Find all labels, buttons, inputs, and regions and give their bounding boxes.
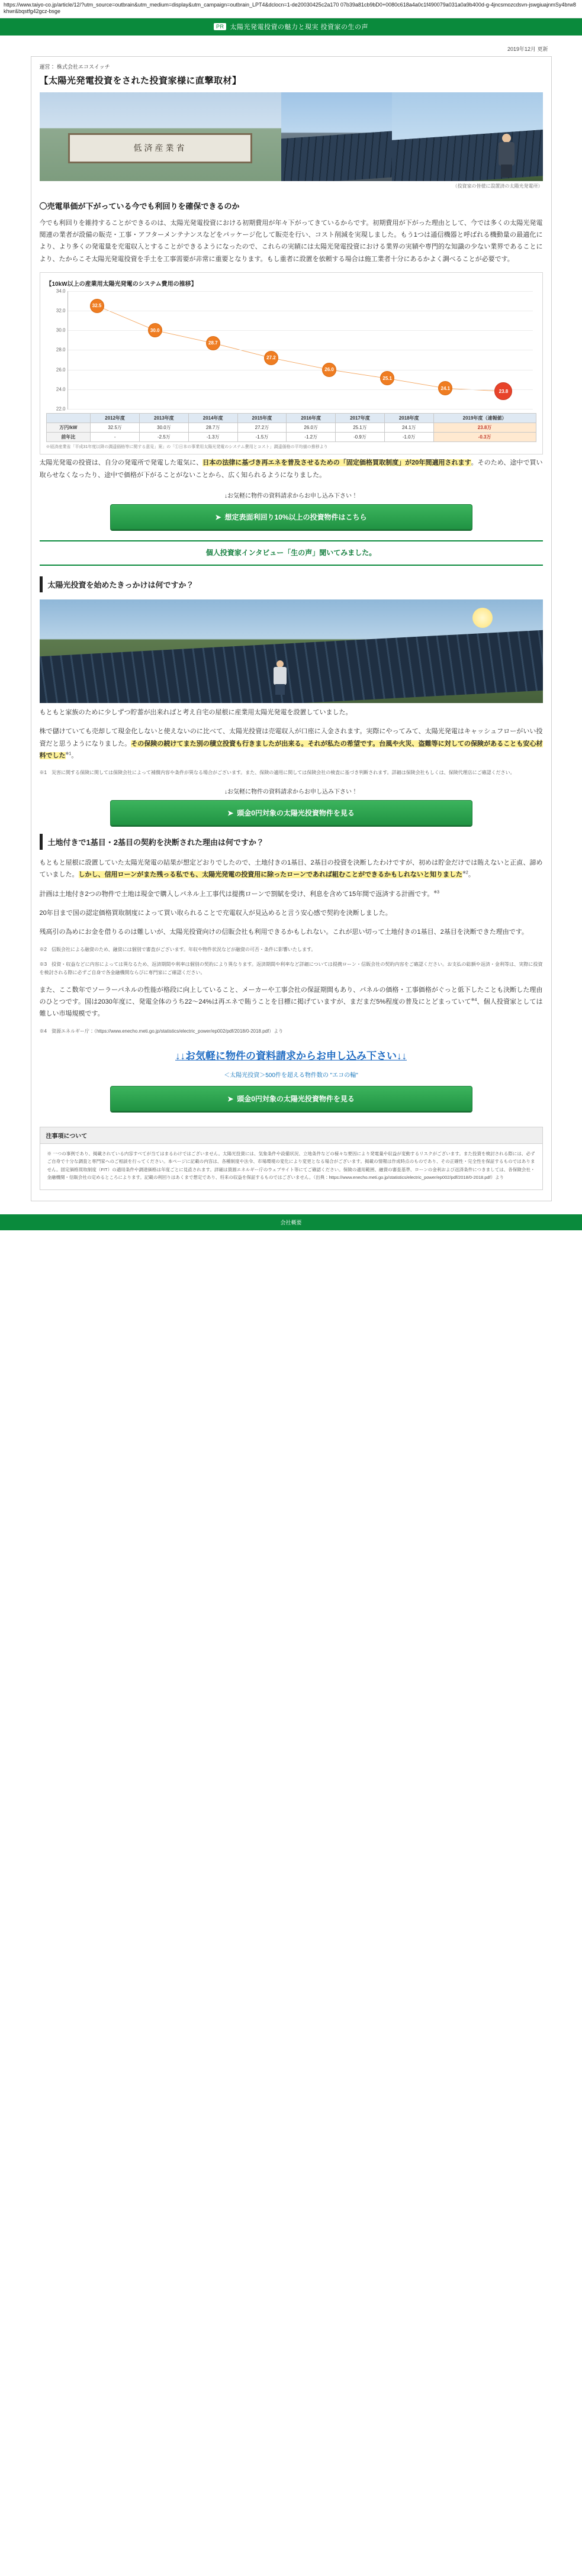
table-cell: 26.0万	[287, 423, 336, 432]
footnote-1: ※1 災害に関する保険に関しては保険会社によって補償内容や条件が異なる場合がございます。また、保険の適用に関しては保険会社の検査に基づき判断されます。詳細は保険会社もしくは、保険代理店にご確認ください。	[39, 770, 515, 776]
chart-point-label: 27.2	[264, 351, 278, 365]
table-cell: -1.5万	[237, 432, 287, 441]
cta-lead-2: ↓お気軽に物件の資料請求からお申し込み下さい！	[224, 789, 358, 796]
solar-panel-array-graphic	[281, 131, 392, 181]
chart-source-note: ※経済産業省「平成31年度以降の調達価格等に関する意見」案」の「①日本の事業用太陽光発電のシステム費用とコスト」調達価格の平均値の推移より	[46, 444, 328, 449]
a2-footnote-marker-3: ※3	[433, 890, 440, 895]
section-1-paragraph-2	[40, 457, 543, 481]
hero-caption: （投資家の皆様に設置済の太陽光発電所）	[452, 183, 543, 189]
sun-icon	[472, 608, 493, 628]
updated-date: 2019年12月 更新	[507, 46, 548, 52]
table-row	[46, 423, 536, 432]
hero-photo-panels	[281, 92, 392, 181]
a2-pre: もともと屋根に設置していた太陽光発電の結果が想定どおりでしたので、土地付きの1基目、2基目の投資を決断したわけですが、初めは貯金だけでは賄えないと正直、諦めていました。	[39, 859, 543, 879]
eco-no-wa-link[interactable]: ＜太陽光投資＞500件を超える物件数の "エコの輪"	[224, 1072, 358, 1079]
footnote-2: ※2 信販会社による融資のため、融資には個別で審査がございます。年収や物件状況などが融資の可否・条件に影響いたします。	[39, 946, 316, 952]
y-axis-tick: 22.0	[56, 406, 66, 412]
a2-p2: 計画は土地付き2つの物件で土地は現金で購入しパネル上工事代は提携ローンで割賦を受け、利息を含めて15年間で返済する計画です。	[39, 890, 434, 898]
signboard-text: 低済産業省	[68, 133, 252, 163]
cta-button-zero-down-1[interactable]	[110, 800, 472, 826]
footnote-4: ※4 資源エネルギー庁：（https://www.enecho.meti.go.jp/statistics/electric_power/ep002/pdf/2018/0-2018.pdf）より	[39, 1028, 284, 1034]
answer-2-paragraph-5	[40, 984, 543, 1020]
chart-point-label: 26.0	[322, 363, 336, 377]
hero-photo-group	[40, 92, 543, 181]
p2-post: 。そのため、途中で買い取らせなくなったり、途中で価格が下がることがないことから、広く知られるようになりました。	[39, 459, 543, 479]
browser-url-bar[interactable]: https://www.taiyo-co.jp/article/12/?utm_source=outbrain&utm_medium=display&utm_campaign=outbrain_LPT4&dclocn=1-de20030425c2a170 07b39a81cb9bD0+0080c618a4a0c1f490079a031a0a9b400d-g-4jncsmozcdsvn-jswgiuajnmSy4brw8khwr&bqstfg42gcz-bsge	[0, 0, 582, 18]
page-title: 【太陽光発電投資をされた投資家様に直撃取材】	[39, 75, 242, 86]
table-row-label: 前年比	[46, 432, 91, 441]
answer-1-paragraph-1: もともと家族のために少しずつ貯蓄が出来ればと考え自宅の屋根に産業用太陽光発電を設置していました。	[39, 709, 352, 717]
footer-bar[interactable]: 会社概要	[0, 1214, 582, 1230]
interview-section-title: 個人投資家インタビュー「生の声」聞いてみました。	[40, 541, 543, 566]
investor-figure	[271, 660, 289, 695]
cta-button-zero-down-2[interactable]	[110, 1086, 472, 1111]
question-1: 太陽光投資を始めたきっかけは何ですか？	[40, 576, 543, 592]
answer-2-paragraph-2	[40, 888, 543, 900]
table-cell: 32.5万	[91, 423, 140, 432]
cta-button-zero-down-1-label: 頭金0円対象の太陽光投資物件を見る	[237, 809, 355, 818]
a1-highlight: その保険の続けてまた別の積立投資も行きましたが出来る。それが私たの希望です。台風や火災、盗難等に対しての保険があることも安心材料でした	[39, 740, 543, 760]
table-column-header: 2014年度	[188, 413, 237, 423]
chart-point-label: 25.1	[380, 371, 394, 385]
gridline	[68, 409, 533, 410]
p2-pre: 太陽光発電の投資は、自分の発電所で発電した電気に、	[39, 459, 203, 467]
table-header-row	[46, 413, 536, 423]
a1-footnote-marker: ※1	[65, 752, 72, 756]
question-2: 土地付きで1基目・2基目の契約を決断された理由は何ですか？	[40, 834, 543, 850]
system-cost-chart	[40, 272, 543, 455]
cta-lead-3: ↓↓お気軽に物件の資料請求からお申し込み下さい↓↓	[175, 1050, 407, 1062]
site-top-banner	[0, 18, 582, 36]
interview-photo-1	[40, 599, 543, 703]
section-1-paragraph: 今でも利回りを維持することができるのは、太陽光発電投資における初期費用が年々下がってきているからです。初期費用が下がった理由として、今では多くの太陽光発電関連の業者が設備の販売・工事・アフターメンテナンスなどをパッケージ化して販売を行い、コスト削減を実現しました。もう1つは通信機器と呼ばれる機動量の最適化により、より多くの発電量を充電収入とすることができるようになったので、これらの実績には太陽光発電投資における業界の実績や専門的な知識の少ない業界であることにより、たからこそ太陽光発電投資を手土を工事需要が非常に重要となります。もし重者に設置を依頼する場合は施工業者十分にあるかよく調べることが必要です。	[39, 219, 543, 263]
cta-button-yield[interactable]	[110, 504, 472, 530]
table-cell: -1.3万	[188, 432, 237, 441]
y-axis-tick: 24.0	[56, 386, 66, 392]
table-cell: -1.2万	[287, 432, 336, 441]
table-cell: -0.3万	[433, 432, 536, 441]
gridline	[68, 389, 533, 390]
table-cell: -2.5万	[140, 432, 189, 441]
solar-array-graphic-3	[40, 630, 543, 703]
table-row-label: 万円/kW	[46, 423, 91, 432]
chart-point-label: 28.7	[206, 336, 220, 350]
gridline	[68, 330, 533, 331]
answer-2-paragraph-3: 20年目まで国の認定価格買取制度によって買い取られることで充電収入が見込めると言う安心感で契約を決断しました。	[39, 910, 392, 917]
table-cell: 25.1万	[336, 423, 385, 432]
table-column-header: 2015年度	[237, 413, 287, 423]
a2-footnote-marker: ※2	[462, 871, 468, 875]
chart-point-label: 23.8	[494, 382, 512, 400]
table-cell: -	[91, 432, 140, 441]
answer-2-paragraph-4: 残高引の為めにお金を借りるのは難しいが、太陽光投資向けの信販会社も利用できるかもしれない。これが思い切って土地付きの1基目、2基目を決断できた理由です。	[39, 928, 528, 936]
arrow-right-icon-3: ➤	[227, 1095, 234, 1104]
table-cell: 24.1万	[384, 423, 433, 432]
table-column-header: 2013年度	[140, 413, 189, 423]
y-axis-tick: 26.0	[56, 367, 66, 373]
solar-panel-array-graphic-2	[392, 130, 543, 181]
chart-point-label: 30.0	[148, 323, 162, 337]
a2-p5-post: 、個人投資家としては難しい市場規模です。	[39, 998, 543, 1018]
chart-plot-area	[56, 288, 533, 412]
cta-button-yield-label: 想定表面利回り10%以上の投資物件はこちら	[224, 513, 367, 522]
section-1-title: 〇売電単価が下がっている今でも利回りを確保できるのか	[39, 201, 240, 211]
table-column-header	[46, 413, 91, 423]
table-column-header: 2016年度	[287, 413, 336, 423]
table-column-header: 2017年度	[336, 413, 385, 423]
page-container	[31, 36, 552, 1201]
chart-point-label: 32.5	[90, 299, 104, 313]
y-axis-tick: 32.0	[56, 308, 66, 314]
table-cell: 30.0万	[140, 423, 189, 432]
disclaimer-body: ※ 一つの事例であり、掲載されている内容すべてが当てはまるわけではございません。太陽光投資には、気象条件や設備状況、立地条件などの様々な要因により発電量や収益が変動するリスクがございます。また投資を検討される際には、必ずご自身で十分な調査と専門家へのご相談を行ってください。本ページに記載の内容は、各種制度や法令、市場環境の変化により変更となる場合がございます。掲載の情報は作成時点のものであり、その正確性・完全性を保証するものではありません。固定価格買取制度（FIT）の適用条件や調達価格は年度ごとに見直されます。詳細は資源エネルギー庁のウェブサイト等にてご確認ください。保険の適用範囲、融資の審査基準、ローンの金利および返済条件につきましては、各保険会社・金融機関・信販会社の定めるところによります。記載の利回りはあくまで想定であり、将来の収益を保証するものではございません。（出典：https://www.enecho.meti.go.jp/statistics/electric_power/ep002/pdf/2018/0-2018.pdf）より	[47, 1151, 535, 1180]
table-column-header: 2019年度（速報値）	[433, 413, 536, 423]
disclaimer-box	[40, 1127, 543, 1190]
cta-lead-1: ↓お気軽に物件の資料請求からお申し込み下さい！	[224, 493, 358, 500]
article-container	[31, 56, 552, 1201]
table-cell: 23.8万	[433, 423, 536, 432]
a2-p5: また、ここ数年でソーラーパネルの性能が格段に向上していること、メーカーや工事会社の保証期間もあり、パネルの価格・工事価格がぐっと低下したことも決断した理由のひとつです。国は2030年度に、発電全体のうち22〜24%は再エネで賄うことを目標に掲げていますが、まだまだ5%程度の普及にとどまっていて	[39, 986, 543, 1005]
table-cell: -1.0万	[384, 432, 433, 441]
article-operator: 運営： 株式会社エコスイッチ	[39, 63, 110, 70]
disclaimer-title: 注事項について	[40, 1127, 542, 1144]
table-cell: 28.7万	[188, 423, 237, 432]
y-axis-tick: 34.0	[56, 288, 66, 294]
p2-highlight: 日本の法律に基づき再エネを普及させるための「固定価格買取制度」が20年間適用されます	[202, 459, 471, 467]
arrow-right-icon-2: ➤	[227, 809, 234, 818]
table-column-header: 2018年度	[384, 413, 433, 423]
hero-photo-person	[392, 92, 543, 181]
a2-highlight: しかし、信用ローンがまた残っる私でも、太陽光発電の投資用に除ったローンであれば組むことができるかもしれないと知りました	[78, 871, 463, 879]
arrow-right-icon: ➤	[215, 513, 221, 522]
y-axis-tick: 28.0	[56, 347, 66, 353]
y-axis-tick: 30.0	[56, 327, 66, 333]
site-top-banner-title: 太陽光発電投資の魅力と現実 投資家の生の声	[230, 23, 369, 31]
hero-photo-sign	[40, 92, 281, 181]
chart-title: 【10kW以上の産業用太陽光発電のシステム費用の推移】	[46, 281, 197, 288]
chart-data-table	[46, 413, 536, 442]
table-row	[46, 432, 536, 441]
a2-footnote-marker-4: ※4	[471, 998, 477, 1002]
table-cell: 27.2万	[237, 423, 287, 432]
person-figure	[495, 134, 519, 178]
pr-tag: PR	[214, 23, 227, 30]
a1-pre: 株で儲けていても売却して現金化しないと使えないのに比べて、太陽光投資は売電収入が口座に入金されます。実際にやってみて、太陽光発電はキャッシュフローがいい投資だと思うようになりました。	[39, 728, 543, 747]
cta-button-zero-down-2-label: 頭金0円対象の太陽光投資物件を見る	[237, 1095, 355, 1104]
chart-point-label: 24.1	[438, 381, 452, 395]
answer-1-paragraph-2: 株で儲けていても売却して現金化しないと使えないのに比べて、太陽光投資は売電収入が口座に入金されます。実際にやってみて、太陽光発電はキャッシュフローがいい投資だと思うようになりました。その保険の続けてまた別の積立投資も行きましたが出来る。それが私たの希望です。台風や火災、盗難等に対しての保険があることも安心材料でした$^{※1}$。	[39, 728, 543, 760]
footnote-3: ※3 投資・収益などに内容によっては異なるため、返済期間や利率は個別の契約により異なります。返済期間や利率など詳細については提携ローン・信販会社の契約内容をご確認ください。お支払の総額や返済・金利等は、実際に投資を検討される際に必ずご自身で各金融機関ならびに専門家にご確認ください。	[39, 962, 543, 975]
gridline	[68, 291, 533, 292]
table-column-header: 2012年度	[91, 413, 140, 423]
answer-2-paragraph-1: もともと屋根に設置していた太陽光発電の結果が想定どおりでしたので、土地付きの1基目、2基目の投資を決断したわけですが、初めは貯金だけでは賄えないと正直、諦めていました。しかし、信用ローンがまた残っる私でも、太陽光発電の投資用に除ったローンであれば組むことができるかもしれないと知りました$^{※2}$。	[39, 859, 543, 879]
table-cell: -0.9万	[336, 432, 385, 441]
